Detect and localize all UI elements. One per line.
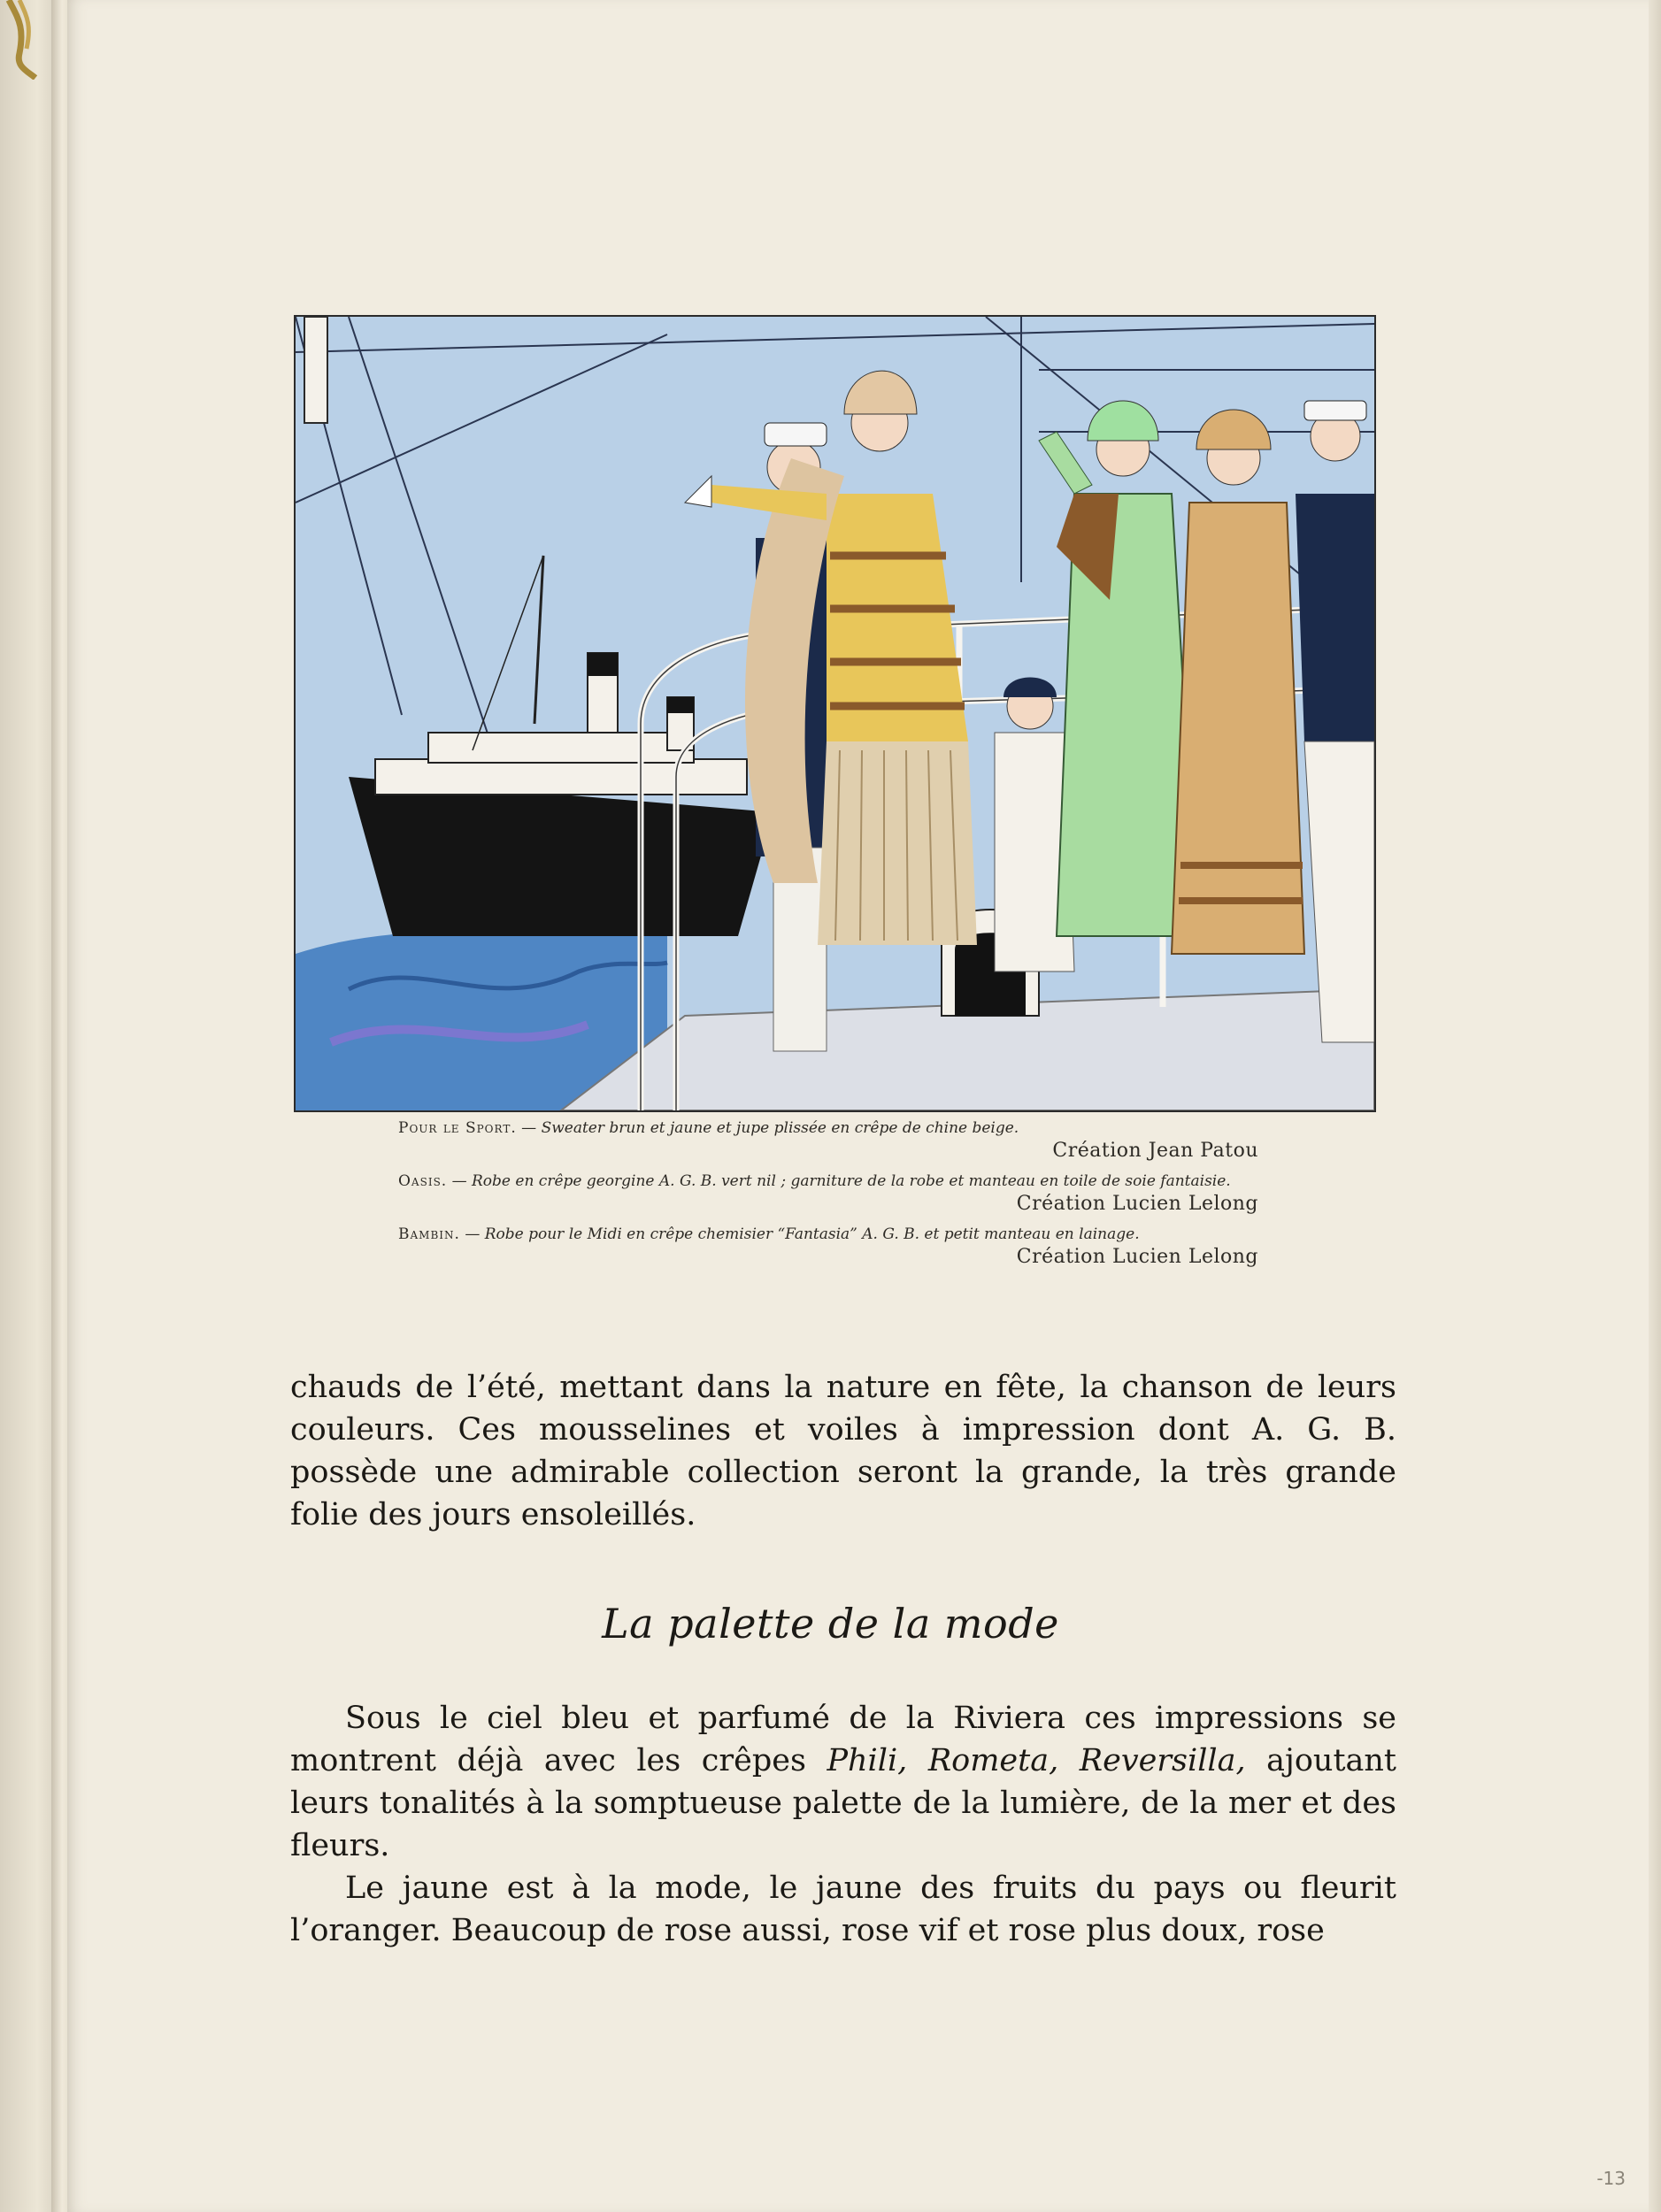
caption-text: — Robe en crêpe georgine A. G. B. vert nil ; garniture de la robe et manteau en toile de soie fantaisie.	[447, 1172, 1231, 1190]
paragraph-text: chauds de l’été, mettant dans la nature en fête, la chanson de leurs couleurs. Ces mousselines et voiles à impression dont A. G. B. possède une admirable collection seront la grande, la très grande folie des jours ensoleillés.	[290, 1370, 1396, 1532]
caption-title: Pour le Sport.	[398, 1119, 517, 1137]
caption-credit: Création Lucien Lelong	[1016, 1193, 1258, 1215]
body-paragraph-2	[290, 1697, 1396, 1952]
caption-pour-le-sport	[398, 1118, 1265, 1161]
caption-text: — Sweater brun et jaune et jupe plissée en crêpe de chine beige.	[516, 1119, 1019, 1137]
section-heading: La palette de la mode	[602, 1600, 1059, 1647]
paragraph-riviera	[290, 1697, 1396, 1867]
ship-deck-illustration	[296, 317, 1374, 1110]
page-edge	[1649, 0, 1661, 2212]
fashion-illustration	[294, 315, 1376, 1112]
mast	[304, 317, 327, 423]
caption-title: Bambin.	[398, 1225, 460, 1243]
caption-bambin	[398, 1225, 1265, 1267]
binding-thread	[0, 0, 53, 80]
caption-credit: Création Jean Patou	[1052, 1140, 1258, 1162]
caption-text: — Robe pour le Midi en crêpe chemisier “Fantasia” A. G. B. et petit manteau en lainage.	[459, 1225, 1140, 1243]
caption-oasis	[398, 1171, 1265, 1214]
caption-title: Oasis.	[398, 1172, 448, 1190]
paragraph-text: Sous le ciel bleu et parfumé de la Riviera ces impressions se montrent déjà avec les crêpes	[290, 1701, 1396, 1778]
page-folio: -13	[1596, 2168, 1626, 2189]
fabric-names: Phili, Rometa, Reversilla,	[827, 1743, 1246, 1778]
body-paragraph-1	[290, 1366, 1396, 1536]
paragraph-text: ajoutant leurs tonalités à la somptueuse palette de la lumière, de la mer et des fleurs.	[290, 1743, 1396, 1863]
paragraph-jaune: Le jaune est à la mode, le jaune des fruits du pays ou fleurit l’oranger. Beaucoup de rose aussi, rose vif et rose plus doux, rose	[290, 1870, 1396, 1948]
illustration-captions	[398, 1118, 1265, 1278]
caption-credit: Création Lucien Lelong	[1016, 1246, 1258, 1268]
